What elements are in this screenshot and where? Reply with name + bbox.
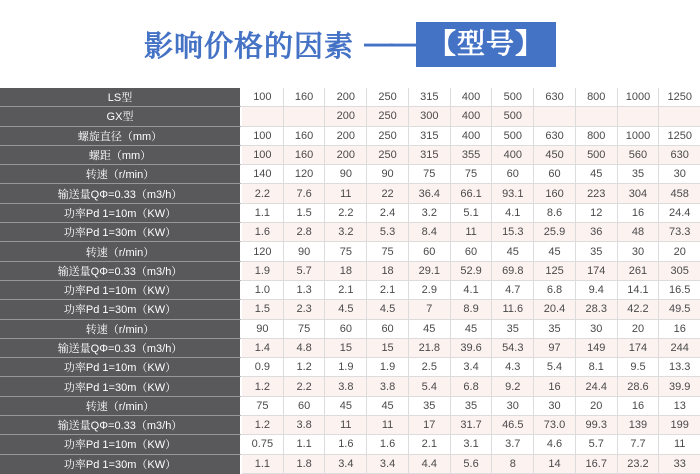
title-dash: —— <box>364 27 414 60</box>
value-cell: 45 <box>576 165 618 184</box>
value-cell: 1.9 <box>242 262 284 281</box>
row-label: 螺旋直径（mm） <box>0 127 242 146</box>
value-cell: 1250 <box>659 88 700 107</box>
row-label: 功率Pd 1=30m（KW） <box>0 455 242 474</box>
value-cell: 30 <box>492 397 534 416</box>
value-cell: 5.7 <box>576 435 618 454</box>
value-cell: 400 <box>451 107 493 126</box>
value-cell: 3.4 <box>367 455 409 474</box>
value-cell: 250 <box>367 146 409 165</box>
value-cell: 630 <box>534 88 576 107</box>
value-cell <box>242 107 284 126</box>
value-cell: 400 <box>492 146 534 165</box>
value-cell: 160 <box>284 88 326 107</box>
value-cell: 1.4 <box>242 339 284 358</box>
value-cell: 35 <box>534 320 576 339</box>
value-cell: 223 <box>576 184 618 203</box>
value-cell: 3.4 <box>451 358 493 377</box>
value-cell: 11 <box>659 435 700 454</box>
value-cell: 23.2 <box>618 455 660 474</box>
row-label: 转速（r/min） <box>0 397 242 416</box>
value-cell: 3.2 <box>325 223 367 242</box>
table-row <box>0 358 700 377</box>
value-cell: 305 <box>659 262 700 281</box>
value-cell: 75 <box>367 242 409 261</box>
value-cell: 261 <box>618 262 660 281</box>
row-label: 功率Pd 1=30m（KW） <box>0 300 242 319</box>
value-cell: 100 <box>242 146 284 165</box>
value-cell: 15.3 <box>492 223 534 242</box>
value-cell: 35 <box>618 165 660 184</box>
value-cell: 100 <box>242 127 284 146</box>
value-cell: 7 <box>409 300 451 319</box>
value-cell: 18 <box>367 262 409 281</box>
table-row <box>0 127 700 146</box>
value-cell: 60 <box>451 242 493 261</box>
value-cell: 149 <box>576 339 618 358</box>
table-row <box>0 184 700 203</box>
value-cell: 73.3 <box>659 223 700 242</box>
value-cell: 1250 <box>659 127 700 146</box>
value-cell: 1.9 <box>325 358 367 377</box>
value-cell: 20 <box>618 320 660 339</box>
spec-table <box>0 88 700 474</box>
value-cell: 7.7 <box>618 435 660 454</box>
value-cell: 60 <box>409 242 451 261</box>
table-row <box>0 455 700 474</box>
value-cell <box>534 107 576 126</box>
value-cell: 500 <box>492 107 534 126</box>
value-cell: 7.6 <box>284 184 326 203</box>
value-cell: 45 <box>409 320 451 339</box>
value-cell: 97 <box>534 339 576 358</box>
value-cell: 17 <box>409 416 451 435</box>
value-cell: 800 <box>576 88 618 107</box>
row-label: 功率Pd 1=10m（KW） <box>0 204 242 223</box>
value-cell: 160 <box>284 146 326 165</box>
value-cell: 250 <box>367 107 409 126</box>
value-cell: 5.7 <box>284 262 326 281</box>
value-cell: 1000 <box>618 127 660 146</box>
value-cell: 30 <box>659 165 700 184</box>
value-cell: 2.4 <box>367 204 409 223</box>
value-cell: 25.9 <box>534 223 576 242</box>
value-cell: 3.4 <box>325 455 367 474</box>
value-cell: 11 <box>451 223 493 242</box>
table-row <box>0 204 700 223</box>
value-cell: 75 <box>284 320 326 339</box>
value-cell: 458 <box>659 184 700 203</box>
value-cell: 199 <box>659 416 700 435</box>
value-cell: 4.4 <box>409 455 451 474</box>
value-cell: 99.3 <box>576 416 618 435</box>
row-label: 转速（r/min） <box>0 320 242 339</box>
table-row <box>0 435 700 454</box>
value-cell: 29.1 <box>409 262 451 281</box>
title-model-badge: 【型号】 <box>416 22 556 67</box>
value-cell: 60 <box>284 397 326 416</box>
value-cell: 75 <box>242 397 284 416</box>
value-cell: 2.2 <box>242 184 284 203</box>
value-cell: 1000 <box>618 88 660 107</box>
value-cell: 1.9 <box>367 358 409 377</box>
value-cell: 66.1 <box>451 184 493 203</box>
value-cell: 45 <box>534 242 576 261</box>
row-label: 输送量QΦ=0.33（m3/h） <box>0 416 242 435</box>
value-cell: 8.4 <box>409 223 451 242</box>
table-row <box>0 223 700 242</box>
value-cell: 16 <box>618 204 660 223</box>
value-cell: 9.4 <box>576 281 618 300</box>
value-cell: 15 <box>325 339 367 358</box>
value-cell: 1.2 <box>284 358 326 377</box>
value-cell: 14.1 <box>618 281 660 300</box>
value-cell: 0.75 <box>242 435 284 454</box>
value-cell: 75 <box>409 165 451 184</box>
value-cell: 4.8 <box>284 339 326 358</box>
value-cell: 2.1 <box>409 435 451 454</box>
value-cell: 100 <box>242 88 284 107</box>
value-cell: 3.1 <box>451 435 493 454</box>
row-label: LS型 <box>0 88 242 107</box>
value-cell: 4.1 <box>451 281 493 300</box>
value-cell: 16.7 <box>576 455 618 474</box>
value-cell: 400 <box>451 88 493 107</box>
page-title <box>144 22 556 67</box>
value-cell: 22 <box>367 184 409 203</box>
value-cell: 315 <box>409 127 451 146</box>
value-cell: 3.7 <box>492 435 534 454</box>
value-cell: 16 <box>659 320 700 339</box>
value-cell: 1.6 <box>325 435 367 454</box>
row-label: 功率Pd 1=30m（KW） <box>0 377 242 396</box>
value-cell: 160 <box>534 184 576 203</box>
value-cell: 1.6 <box>242 223 284 242</box>
value-cell: 9.5 <box>618 358 660 377</box>
title-text: 影响价格的因素 <box>143 30 354 63</box>
value-cell: 1.1 <box>242 455 284 474</box>
value-cell: 45 <box>492 242 534 261</box>
value-cell: 75 <box>325 242 367 261</box>
value-cell: 1.1 <box>284 435 326 454</box>
value-cell: 28.6 <box>618 377 660 396</box>
value-cell: 500 <box>576 146 618 165</box>
value-cell: 560 <box>618 146 660 165</box>
table-row <box>0 377 700 396</box>
value-cell: 8.9 <box>451 300 493 319</box>
value-cell: 8 <box>492 455 534 474</box>
value-cell: 1.5 <box>242 300 284 319</box>
value-cell: 12 <box>576 204 618 223</box>
value-cell: 125 <box>534 262 576 281</box>
value-cell: 120 <box>284 165 326 184</box>
value-cell: 28.3 <box>576 300 618 319</box>
table-row <box>0 88 700 107</box>
row-label: 螺距（mm） <box>0 146 242 165</box>
value-cell: 9.2 <box>492 377 534 396</box>
value-cell: 30 <box>618 242 660 261</box>
value-cell: 5.3 <box>367 223 409 242</box>
value-cell <box>659 107 700 126</box>
value-cell: 300 <box>409 107 451 126</box>
value-cell: 18 <box>325 262 367 281</box>
value-cell: 139 <box>618 416 660 435</box>
value-cell: 30 <box>576 320 618 339</box>
row-label: 功率Pd 1=30m（KW） <box>0 223 242 242</box>
value-cell: 16.5 <box>659 281 700 300</box>
value-cell: 45 <box>325 397 367 416</box>
value-cell: 35 <box>492 320 534 339</box>
value-cell: 1.8 <box>284 455 326 474</box>
value-cell: 90 <box>367 165 409 184</box>
value-cell: 250 <box>367 127 409 146</box>
value-cell: 630 <box>659 146 700 165</box>
row-label: 功率Pd 1=10m（KW） <box>0 281 242 300</box>
value-cell: 355 <box>451 146 493 165</box>
value-cell: 1.2 <box>242 416 284 435</box>
value-cell: 174 <box>576 262 618 281</box>
value-cell: 2.2 <box>284 377 326 396</box>
value-cell: 36 <box>576 223 618 242</box>
value-cell: 400 <box>451 127 493 146</box>
row-label: 功率Pd 1=10m（KW） <box>0 358 242 377</box>
value-cell: 35 <box>409 397 451 416</box>
value-cell: 52.9 <box>451 262 493 281</box>
value-cell: 200 <box>325 107 367 126</box>
value-cell: 60 <box>325 320 367 339</box>
value-cell: 93.1 <box>492 184 534 203</box>
value-cell: 500 <box>492 88 534 107</box>
value-cell: 200 <box>325 146 367 165</box>
value-cell: 5.4 <box>534 358 576 377</box>
value-cell <box>618 107 660 126</box>
value-cell: 304 <box>618 184 660 203</box>
value-cell: 13.3 <box>659 358 700 377</box>
value-cell: 60 <box>367 320 409 339</box>
table-row <box>0 397 700 416</box>
row-label: 输送量QΦ=0.33（m3/h） <box>0 184 242 203</box>
value-cell: 6.8 <box>534 281 576 300</box>
value-cell: 13 <box>659 397 700 416</box>
value-cell: 73.0 <box>534 416 576 435</box>
value-cell: 21.8 <box>409 339 451 358</box>
value-cell: 39.9 <box>659 377 700 396</box>
value-cell: 315 <box>409 88 451 107</box>
value-cell: 120 <box>242 242 284 261</box>
value-cell: 1.1 <box>242 204 284 223</box>
value-cell: 45 <box>451 320 493 339</box>
value-cell: 3.8 <box>325 377 367 396</box>
value-cell: 3.8 <box>284 416 326 435</box>
value-cell: 2.8 <box>284 223 326 242</box>
value-cell: 500 <box>492 127 534 146</box>
table-row <box>0 281 700 300</box>
value-cell: 4.5 <box>367 300 409 319</box>
value-cell: 16 <box>534 377 576 396</box>
row-label: 输送量QΦ=0.33（m3/h） <box>0 339 242 358</box>
table-row <box>0 416 700 435</box>
value-cell: 4.7 <box>492 281 534 300</box>
value-cell: 20.4 <box>534 300 576 319</box>
value-cell: 160 <box>284 127 326 146</box>
row-label: 功率Pd 1=10m（KW） <box>0 435 242 454</box>
value-cell: 39.6 <box>451 339 493 358</box>
value-cell: 1.0 <box>242 281 284 300</box>
value-cell: 5.6 <box>451 455 493 474</box>
value-cell: 20 <box>659 242 700 261</box>
table-row <box>0 146 700 165</box>
value-cell: 4.1 <box>492 204 534 223</box>
value-cell: 1.5 <box>284 204 326 223</box>
value-cell: 35 <box>576 242 618 261</box>
value-cell: 11.6 <box>492 300 534 319</box>
value-cell: 140 <box>242 165 284 184</box>
value-cell: 8.6 <box>534 204 576 223</box>
value-cell: 90 <box>242 320 284 339</box>
value-cell: 14 <box>534 455 576 474</box>
table-row <box>0 320 700 339</box>
value-cell: 1.2 <box>242 377 284 396</box>
value-cell: 24.4 <box>576 377 618 396</box>
row-label: GX型 <box>0 107 242 126</box>
value-cell: 11 <box>325 184 367 203</box>
value-cell: 3.8 <box>367 377 409 396</box>
value-cell: 800 <box>576 127 618 146</box>
value-cell: 2.1 <box>325 281 367 300</box>
value-cell: 200 <box>325 88 367 107</box>
value-cell: 6.8 <box>451 377 493 396</box>
value-cell: 450 <box>534 146 576 165</box>
table-row <box>0 165 700 184</box>
value-cell: 8.1 <box>576 358 618 377</box>
row-label: 输送量QΦ=0.33（m3/h） <box>0 262 242 281</box>
value-cell: 69.8 <box>492 262 534 281</box>
value-cell: 49.5 <box>659 300 700 319</box>
value-cell: 4.5 <box>325 300 367 319</box>
table-row <box>0 339 700 358</box>
value-cell: 90 <box>284 242 326 261</box>
value-cell: 15 <box>367 339 409 358</box>
value-cell: 48 <box>618 223 660 242</box>
value-cell <box>576 107 618 126</box>
value-cell: 46.5 <box>492 416 534 435</box>
value-cell: 0.9 <box>242 358 284 377</box>
value-cell: 75 <box>451 165 493 184</box>
value-cell: 2.9 <box>409 281 451 300</box>
value-cell: 315 <box>409 146 451 165</box>
value-cell: 244 <box>659 339 700 358</box>
value-cell: 60 <box>534 165 576 184</box>
table-row <box>0 107 700 126</box>
value-cell: 174 <box>618 339 660 358</box>
value-cell: 1.3 <box>284 281 326 300</box>
value-cell: 35 <box>451 397 493 416</box>
value-cell: 3.2 <box>409 204 451 223</box>
value-cell: 2.2 <box>325 204 367 223</box>
value-cell: 200 <box>325 127 367 146</box>
row-label: 转速（r/min） <box>0 165 242 184</box>
table-row <box>0 300 700 319</box>
value-cell: 5.1 <box>451 204 493 223</box>
value-cell <box>284 107 326 126</box>
table-row <box>0 242 700 261</box>
value-cell: 54.3 <box>492 339 534 358</box>
row-label: 转速（r/min） <box>0 242 242 261</box>
value-cell: 16 <box>618 397 660 416</box>
value-cell: 250 <box>367 88 409 107</box>
value-cell: 11 <box>367 416 409 435</box>
value-cell: 2.1 <box>367 281 409 300</box>
value-cell: 24.4 <box>659 204 700 223</box>
value-cell: 33 <box>659 455 700 474</box>
value-cell: 1.6 <box>367 435 409 454</box>
value-cell: 630 <box>534 127 576 146</box>
value-cell: 45 <box>367 397 409 416</box>
value-cell: 30 <box>534 397 576 416</box>
value-cell: 36.4 <box>409 184 451 203</box>
value-cell: 2.5 <box>409 358 451 377</box>
value-cell: 4.6 <box>534 435 576 454</box>
value-cell: 60 <box>492 165 534 184</box>
page-header <box>0 0 700 88</box>
value-cell: 4.3 <box>492 358 534 377</box>
value-cell: 11 <box>325 416 367 435</box>
value-cell: 20 <box>576 397 618 416</box>
table-row <box>0 262 700 281</box>
value-cell: 5.4 <box>409 377 451 396</box>
value-cell: 31.7 <box>451 416 493 435</box>
value-cell: 42.2 <box>618 300 660 319</box>
value-cell: 2.3 <box>284 300 326 319</box>
value-cell: 90 <box>325 165 367 184</box>
